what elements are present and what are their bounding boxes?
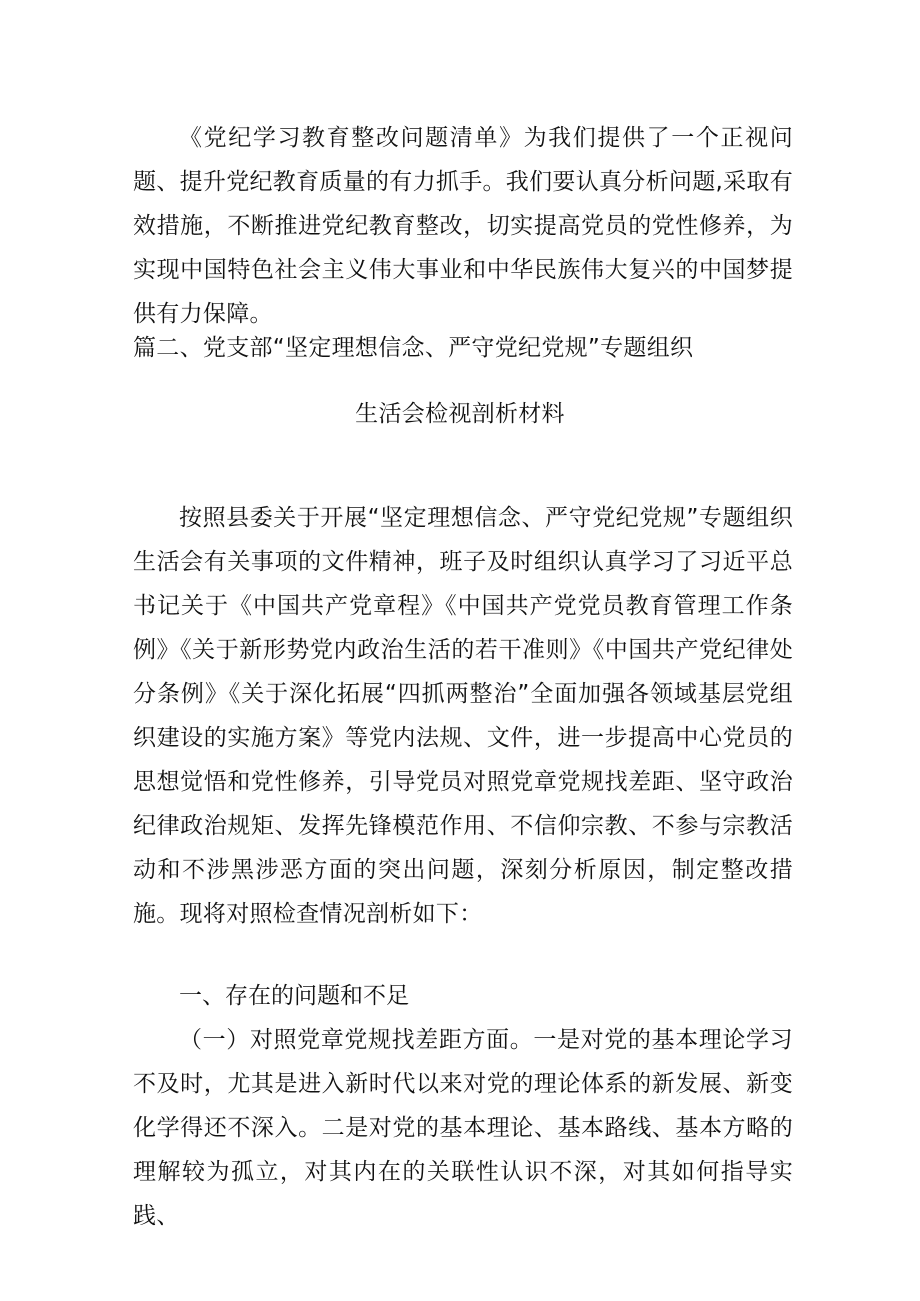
section-heading: 一、存在的问题和不足: [179, 983, 409, 1009]
subsection-paragraph: （一）对照党章党规找差距方面。一是对党的基本理论学习不及时，尤其是进入新时代以来对党的理论体系的新发展、新变化学得还不深入。二是对党的基本理论、基本路线、基本方略的理解较为孤立，对其内在的关联性认识不深，对其如何指导实践、: [133, 1027, 793, 1229]
part-heading: 篇二、党支部“坚定理想信念、严守党纪党规”专题组织: [133, 335, 694, 361]
body-paragraph: 按照县委关于开展“坚定理想信念、严守党纪党规”专题组织生活会有关事项的文件精神，班子及时组织认真学习了习近平总书记关于《中国共产党章程》《中国共产党党员教育管理工作条例》《关于新形势党内政治生活的若干准则》《中国共产党纪律处分条例》《关于深化拓展“四抓两整治”全面加强各领域基层党组织建设的实施方案》等党内法规、文件，进一步提高中心党员的思想觉悟和党性修养，引导党员对照党章党规找差距、坚守政治纪律政治规矩、发挥先锋模范作用、不信仰宗教、不参与宗教活动和不涉黑涉恶方面的突出问题，深刻分析原因，制定整改措施。现将对照检查情况剖析如下：: [133, 505, 793, 927]
part-subtitle: 生活会检视剖析材料: [355, 401, 565, 427]
intro-paragraph: 《党纪学习教育整改问题清单》为我们提供了一个正视问题、提升党纪教育质量的有力抓手。我们要认真分析问题,采取有效措施，不断推进党纪教育整改，切实提高党员的党性修养，为实现中国特色社会主义伟大事业和中华民族伟大复兴的中国梦提供有力保障。: [133, 125, 794, 327]
